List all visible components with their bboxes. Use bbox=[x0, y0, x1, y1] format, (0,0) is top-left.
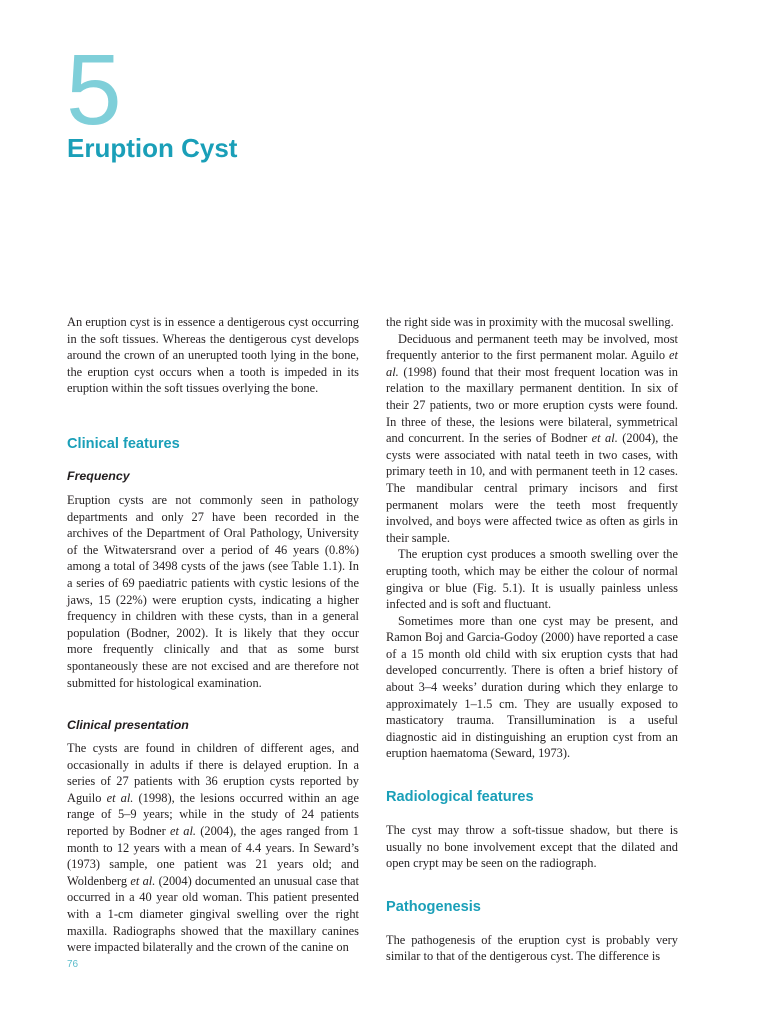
radiological-paragraph: The cyst may throw a soft-tissue shadow, but there is usually no bone involvement except that the dilated and open crypt may be seen on the radiograph. bbox=[386, 823, 678, 871]
pathogenesis-paragraph: The pathogenesis of the eruption cyst is probably very similar to that of the dentigerous cyst. The difference is bbox=[386, 932, 678, 964]
radiological-features-heading: Radiological features bbox=[386, 789, 534, 806]
left-column bbox=[67, 314, 359, 956]
clinical-presentation-heading: Clinical presentation bbox=[67, 718, 189, 733]
involved-teeth-paragraph: Deciduous and permanent teeth may be involved, most frequently anterior to the first permanent molar. Aguilo et al. (1998) found that their most frequent location was in relation to the maxillary permanent dentition. In six of their 27 patients, two or more eruption cysts were found. In three of these, the lesions were bilateral, symmetrical and concurrent. In the series of Bodner et al. (2004), the cysts were associated with natal teeth in two cases, with primary teeth in 10, and with permanent teeth in 12 cases. The mandibular central primary incisors and first permanent molars were the teeth most frequently involved, and boys were affected twice as often as girls in their sample. bbox=[386, 331, 678, 545]
page-number: 76 bbox=[67, 959, 79, 970]
chapter-number: 5 bbox=[66, 34, 122, 146]
multiple-cysts-paragraph: Sometimes more than one cyst may be present, and Ramon Boj and Garcia-Godoy (2000) have reported a case of a 15 month old child with six eruption cysts that had developed concurrently. There is often a brief history of about 3–4 weeks’ duration during which they enlarge to approximately 1–1.5 cm. They are usually exposed to masticatory trauma. Transillumination is a useful diagnostic aid in distinguishing an eruption cyst from an eruption haematoma (Seward, 1973). bbox=[386, 613, 678, 761]
chapter-title: Eruption Cyst bbox=[67, 133, 238, 163]
intro-paragraph: An eruption cyst is in essence a dentigerous cyst occurring in the soft tissues. Whereas the dentigerous cyst develops around the crown of an unerupted tooth lying in the bone, the eruption cyst occurs when a tooth is impeded in its eruption within the soft tissues overlying the bone. bbox=[67, 315, 359, 396]
continuation-paragraph: the right side was in proximity with the mucosal swelling. bbox=[386, 315, 674, 329]
swelling-paragraph: The eruption cyst produces a smooth swelling over the erupting tooth, which may be either the colour of normal gingiva or blue (Fig. 5.1). It is usually painless unless infected and is soft and fluctuant. bbox=[386, 547, 678, 612]
clinical-features-heading: Clinical features bbox=[67, 435, 180, 452]
frequency-paragraph: Eruption cysts are not commonly seen in pathology departments and only 27 have been recorded in the archives of the Department of Oral Pathology, University of the Witwatersrand over a period of 46 years (0.8%) among a total of 3498 cysts of the jaws (see Table 1.1). In a series of 69 paediatric patients with cystic lesions of the jaws, 15 (22%) were eruption cysts, indicating a higher frequency in children with these cysts, than in a general population (Bodner, 2002). It is likely that they occur more frequently clinically and that as some burst spontaneously these are not excised and are therefore not submitted for histological examination. bbox=[67, 492, 359, 690]
right-column bbox=[386, 314, 678, 965]
frequency-heading: Frequency bbox=[67, 468, 130, 483]
pathogenesis-heading: Pathogenesis bbox=[386, 898, 481, 915]
clinical-presentation-paragraph: The cysts are found in children of different ages, and occasionally in adults if there is delayed eruption. In a series of 27 patients with 36 eruption cysts reported by Aguilo et al. (1998), the lesions occurred within an age range of 5–9 years; while in the study of 24 patients reported by Bodner et al. (2004), the ages ranged from 1 month to 12 years with a mean of 4.4 years. In Seward’s (1973) sample, one patient was 21 years old; and Woldenberg et al. (2004) documented an unusual case that occurred in a 40 year old woman. This patient presented with a 1-cm diameter gingival swelling over the right maxilla. Radiographs showed that the maxillary canines were impacted bilaterally and the crown of the canine on bbox=[67, 741, 359, 955]
